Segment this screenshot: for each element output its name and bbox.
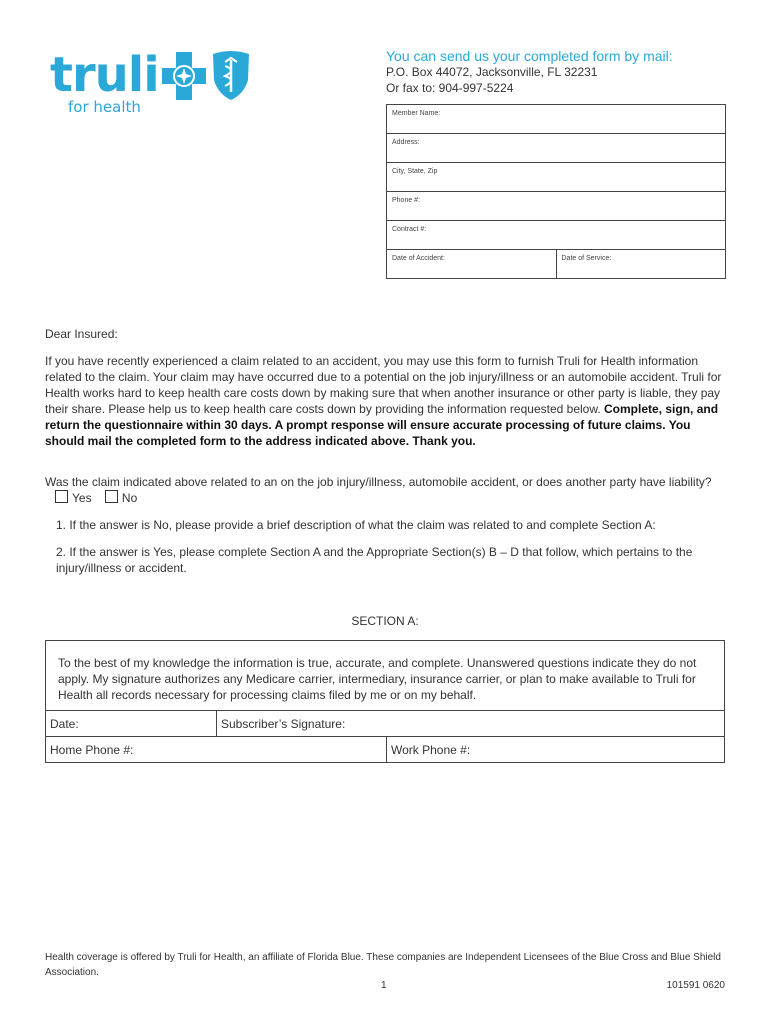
no-checkbox[interactable] [105, 490, 118, 503]
member-name-label: Member Name: [392, 110, 441, 117]
signature-label: Subscriber’s Signature: [221, 717, 346, 731]
dates-row [387, 250, 725, 278]
instruction-item-2: 2. If the answer is Yes, please complete Section A and the Appropriate Section(s) B – D that follow, which pertains to the injury/illness or accident. [56, 545, 693, 575]
section-a-title: SECTION A: [351, 614, 419, 628]
phone-field[interactable] [387, 192, 725, 221]
date-of-accident-label: Date of Accident: [392, 255, 445, 262]
city-state-zip-field[interactable] [387, 163, 725, 192]
mail-address: P.O. Box 44072, Jacksonville, FL 32231 [386, 65, 598, 79]
mail-heading: You can send us your completed form by mail: [386, 48, 673, 64]
intro-text: If you have recently experienced a claim related to an accident, you may use this form to furnish Truli for Health information related to the claim. Your claim may have occurred due to a potential on the job injury/illness or an automobile accident. Truli for Health works hard to keep health care costs down by making sure that when another insurance or other party is liable, they pay their share. Please help us to keep health care costs down by providing the information requested below. [45, 354, 722, 416]
greeting: Dear Insured: [45, 327, 118, 341]
footer-disclaimer: Health coverage is offered by Truli for Health, an affiliate of Florida Blue. These companies are Independent Licensees of the Blue Cross and Blue Shield Association. [45, 952, 721, 978]
home-phone-field[interactable] [46, 737, 386, 762]
address-field[interactable] [387, 134, 725, 163]
instruction-item-1: 1. If the answer is No, please provide a brief description of what the claim was related to and complete Section A: [56, 518, 656, 532]
truli-logo [48, 46, 258, 126]
address-label: Address: [392, 139, 420, 146]
work-phone-label: Work Phone #: [391, 743, 471, 757]
blue-cross-icon [160, 50, 208, 102]
fax-number: Or fax to: 904-997-5224 [386, 81, 514, 95]
blue-shield-icon [210, 50, 252, 102]
phone-row [46, 736, 724, 762]
signature-field[interactable] [216, 711, 724, 736]
contract-field[interactable] [387, 221, 725, 250]
form-number: 101591 0620 [666, 980, 725, 991]
liability-question [45, 474, 725, 506]
logo-tagline: for health [68, 98, 141, 116]
yes-label: Yes [72, 491, 92, 505]
intro-paragraph [45, 353, 725, 449]
mail-instructions [386, 48, 673, 96]
member-info-box [386, 104, 726, 279]
yes-checkbox[interactable] [55, 490, 68, 503]
member-name-field[interactable] [387, 105, 725, 134]
date-of-service-label: Date of Service: [561, 255, 612, 262]
phone-label: Phone #: [392, 197, 421, 204]
date-of-service-field[interactable] [556, 250, 726, 278]
logo-wordmark: truli [50, 47, 159, 103]
section-a-box [45, 640, 725, 763]
date-field[interactable] [46, 711, 216, 736]
city-state-zip-label: City, State, Zip [392, 168, 438, 175]
contract-label: Contract #: [392, 226, 427, 233]
section-a-statement: To the best of my knowledge the information is true, accurate, and complete. Unanswered questions indicate they do not apply. My signature authorizes any Medicare carrier, intermediary, insurance carrier, or plan to make available to Truli for Health all records necessary for processing claims filed by me or on my behalf. [58, 656, 697, 702]
date-label: Date: [50, 717, 79, 731]
date-signature-row [46, 710, 724, 736]
no-label: No [121, 491, 138, 505]
page-number: 1 [381, 980, 387, 991]
home-phone-label: Home Phone #: [50, 743, 134, 757]
question-text: Was the claim indicated above related to an on the job injury/illness, automobile accident, or does another party have liability? [45, 475, 712, 489]
work-phone-field[interactable] [386, 737, 724, 762]
date-of-accident-field[interactable] [387, 250, 556, 278]
intro-bold-text: Complete, sign, and return the questionnaire within 30 days. A prompt response will ensure accurate processing of future claims. You should mail the completed form to the address indicated above. Thank you. [45, 402, 719, 448]
